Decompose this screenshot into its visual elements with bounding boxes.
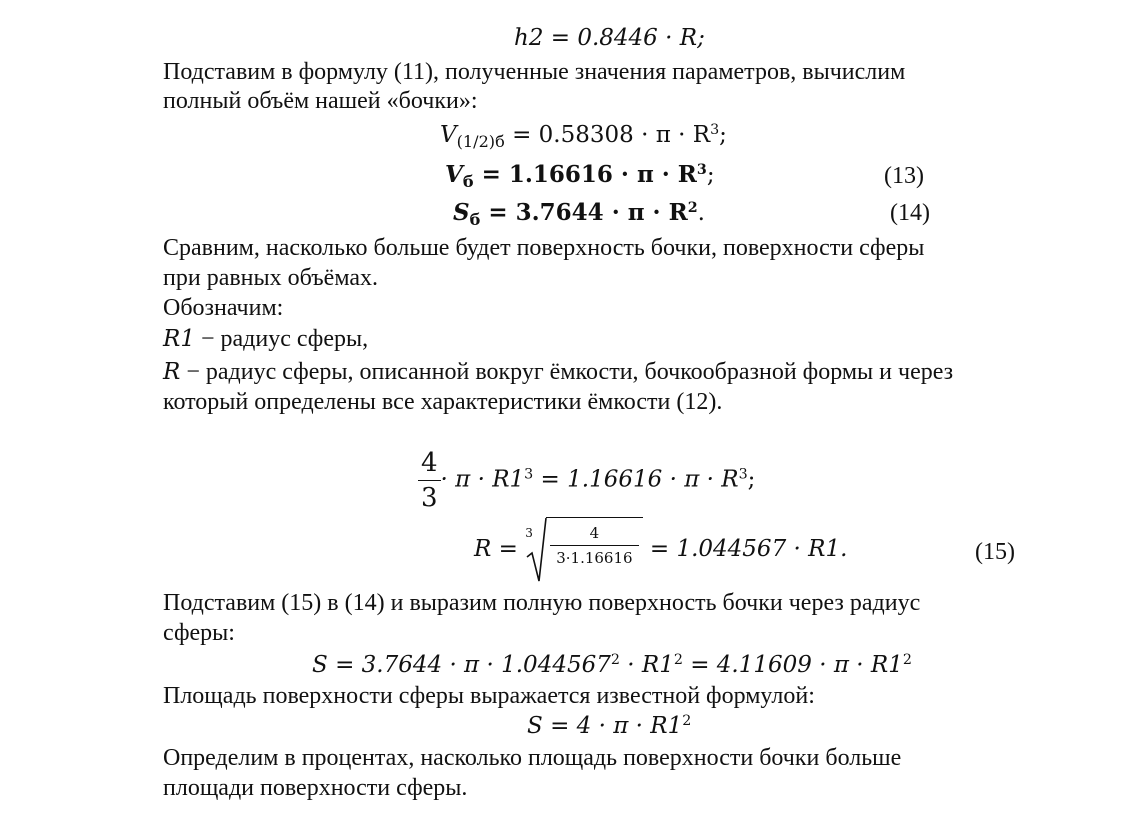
sup: 2 <box>687 200 698 217</box>
equation-surface-full <box>312 651 912 679</box>
sub-b: б <box>469 209 481 229</box>
sup1: 3 <box>524 466 534 483</box>
equation-volume-equality <box>418 446 755 515</box>
root-fraction <box>550 520 638 569</box>
paragraph-compare-line1: Сравним, насколько больше будет поверхность бочки, поверхности сферы <box>163 235 925 261</box>
part-a: S = 3.7644 · π · 1.044567 <box>312 652 611 678</box>
equation-number-15: (15) <box>975 539 1015 565</box>
paragraph-compare-line2: при равных объёмах. <box>163 265 378 291</box>
sup3: 2 <box>902 652 912 669</box>
end: . <box>697 200 705 226</box>
paragraph-percent-line1: Определим в процентах, насколько площадь поверхности бочки больше <box>163 745 902 771</box>
paragraph-sphere-formula: Площадь поверхности сферы выражается известной формулой: <box>163 683 815 709</box>
lhs: R = <box>474 536 526 562</box>
sup1: 2 <box>610 652 620 669</box>
sup: 3 <box>696 162 707 179</box>
end: ; <box>747 466 756 493</box>
var-s: S <box>453 199 470 226</box>
equation-volume <box>445 161 715 189</box>
sup2: 3 <box>738 466 748 483</box>
paragraph-percent-line2: площади поверхности сферы. <box>163 775 468 801</box>
paragraph-substitute-line1: Подставим в формулу (11), полученные значения параметров, вычислим <box>163 59 906 85</box>
end: ; <box>706 162 715 188</box>
fraction-denominator: 3 <box>418 480 441 515</box>
equation-number-14: (14) <box>890 200 930 226</box>
rhs: = 0.58308 · π · R <box>504 122 711 148</box>
rhs: = 1.044567 · R1. <box>642 536 848 562</box>
end: ; <box>719 122 727 148</box>
definition-r-text: − радиус сферы, описанной вокруг ёмкости, бочкообразной формы и через <box>180 359 954 385</box>
paragraph-substitute-line2: полный объём нашей «бочки»: <box>163 88 478 114</box>
paragraph-designate: Обозначим: <box>163 295 284 321</box>
rhs: = 3.7644 · π · R <box>480 199 688 226</box>
definition-r1 <box>163 325 368 353</box>
mid: · π · R1 <box>440 466 525 493</box>
root-fraction-numerator: 4 <box>589 524 600 542</box>
symbol-r1: R1 <box>163 326 195 352</box>
equation-sphere <box>527 712 691 740</box>
rhs: = 1.16616 · π · R <box>473 161 697 188</box>
sub-half: (1/2)б <box>456 131 505 151</box>
rhs: = 1.16616 · π · R <box>533 466 739 493</box>
equation-volume-half <box>440 121 727 149</box>
paragraph-substitute15-line1: Подставим (15) в (14) и выразим полную поверхность бочки через радиус <box>163 590 921 616</box>
paragraph-substitute15-line2: сферы: <box>163 620 235 646</box>
symbol-r: R <box>163 359 181 385</box>
var-v: V <box>445 161 463 188</box>
part-c: = 4.11609 · π · R1 <box>682 652 903 678</box>
sup2: 2 <box>673 652 683 669</box>
root-index: 3 <box>525 526 533 540</box>
root-fraction-denominator: 3·1.16616 <box>550 545 638 569</box>
equation-h2 <box>514 24 705 52</box>
fraction-numerator: 4 <box>421 448 438 478</box>
sphere-a: S = 4 · π · R1 <box>527 713 683 739</box>
definition-r <box>163 358 953 386</box>
fraction-four-thirds <box>418 446 441 515</box>
sup: 3 <box>710 122 720 139</box>
definition-r1-text: − радиус сферы, <box>194 326 369 352</box>
sphere-sup: 2 <box>682 713 692 730</box>
equation-surface <box>453 199 705 227</box>
radicand <box>546 517 642 583</box>
part-b: · R1 <box>619 652 674 678</box>
equation-h2-text: h2 = 0.8446 · R; <box>514 25 705 51</box>
sub-b: б <box>462 171 474 191</box>
cube-root <box>525 517 642 583</box>
equation-radius <box>474 517 847 583</box>
equation-number-13: (13) <box>884 163 924 189</box>
var-v: V <box>440 122 457 148</box>
definition-r-continued: который определены все характеристики ёмкости (12). <box>163 389 723 415</box>
